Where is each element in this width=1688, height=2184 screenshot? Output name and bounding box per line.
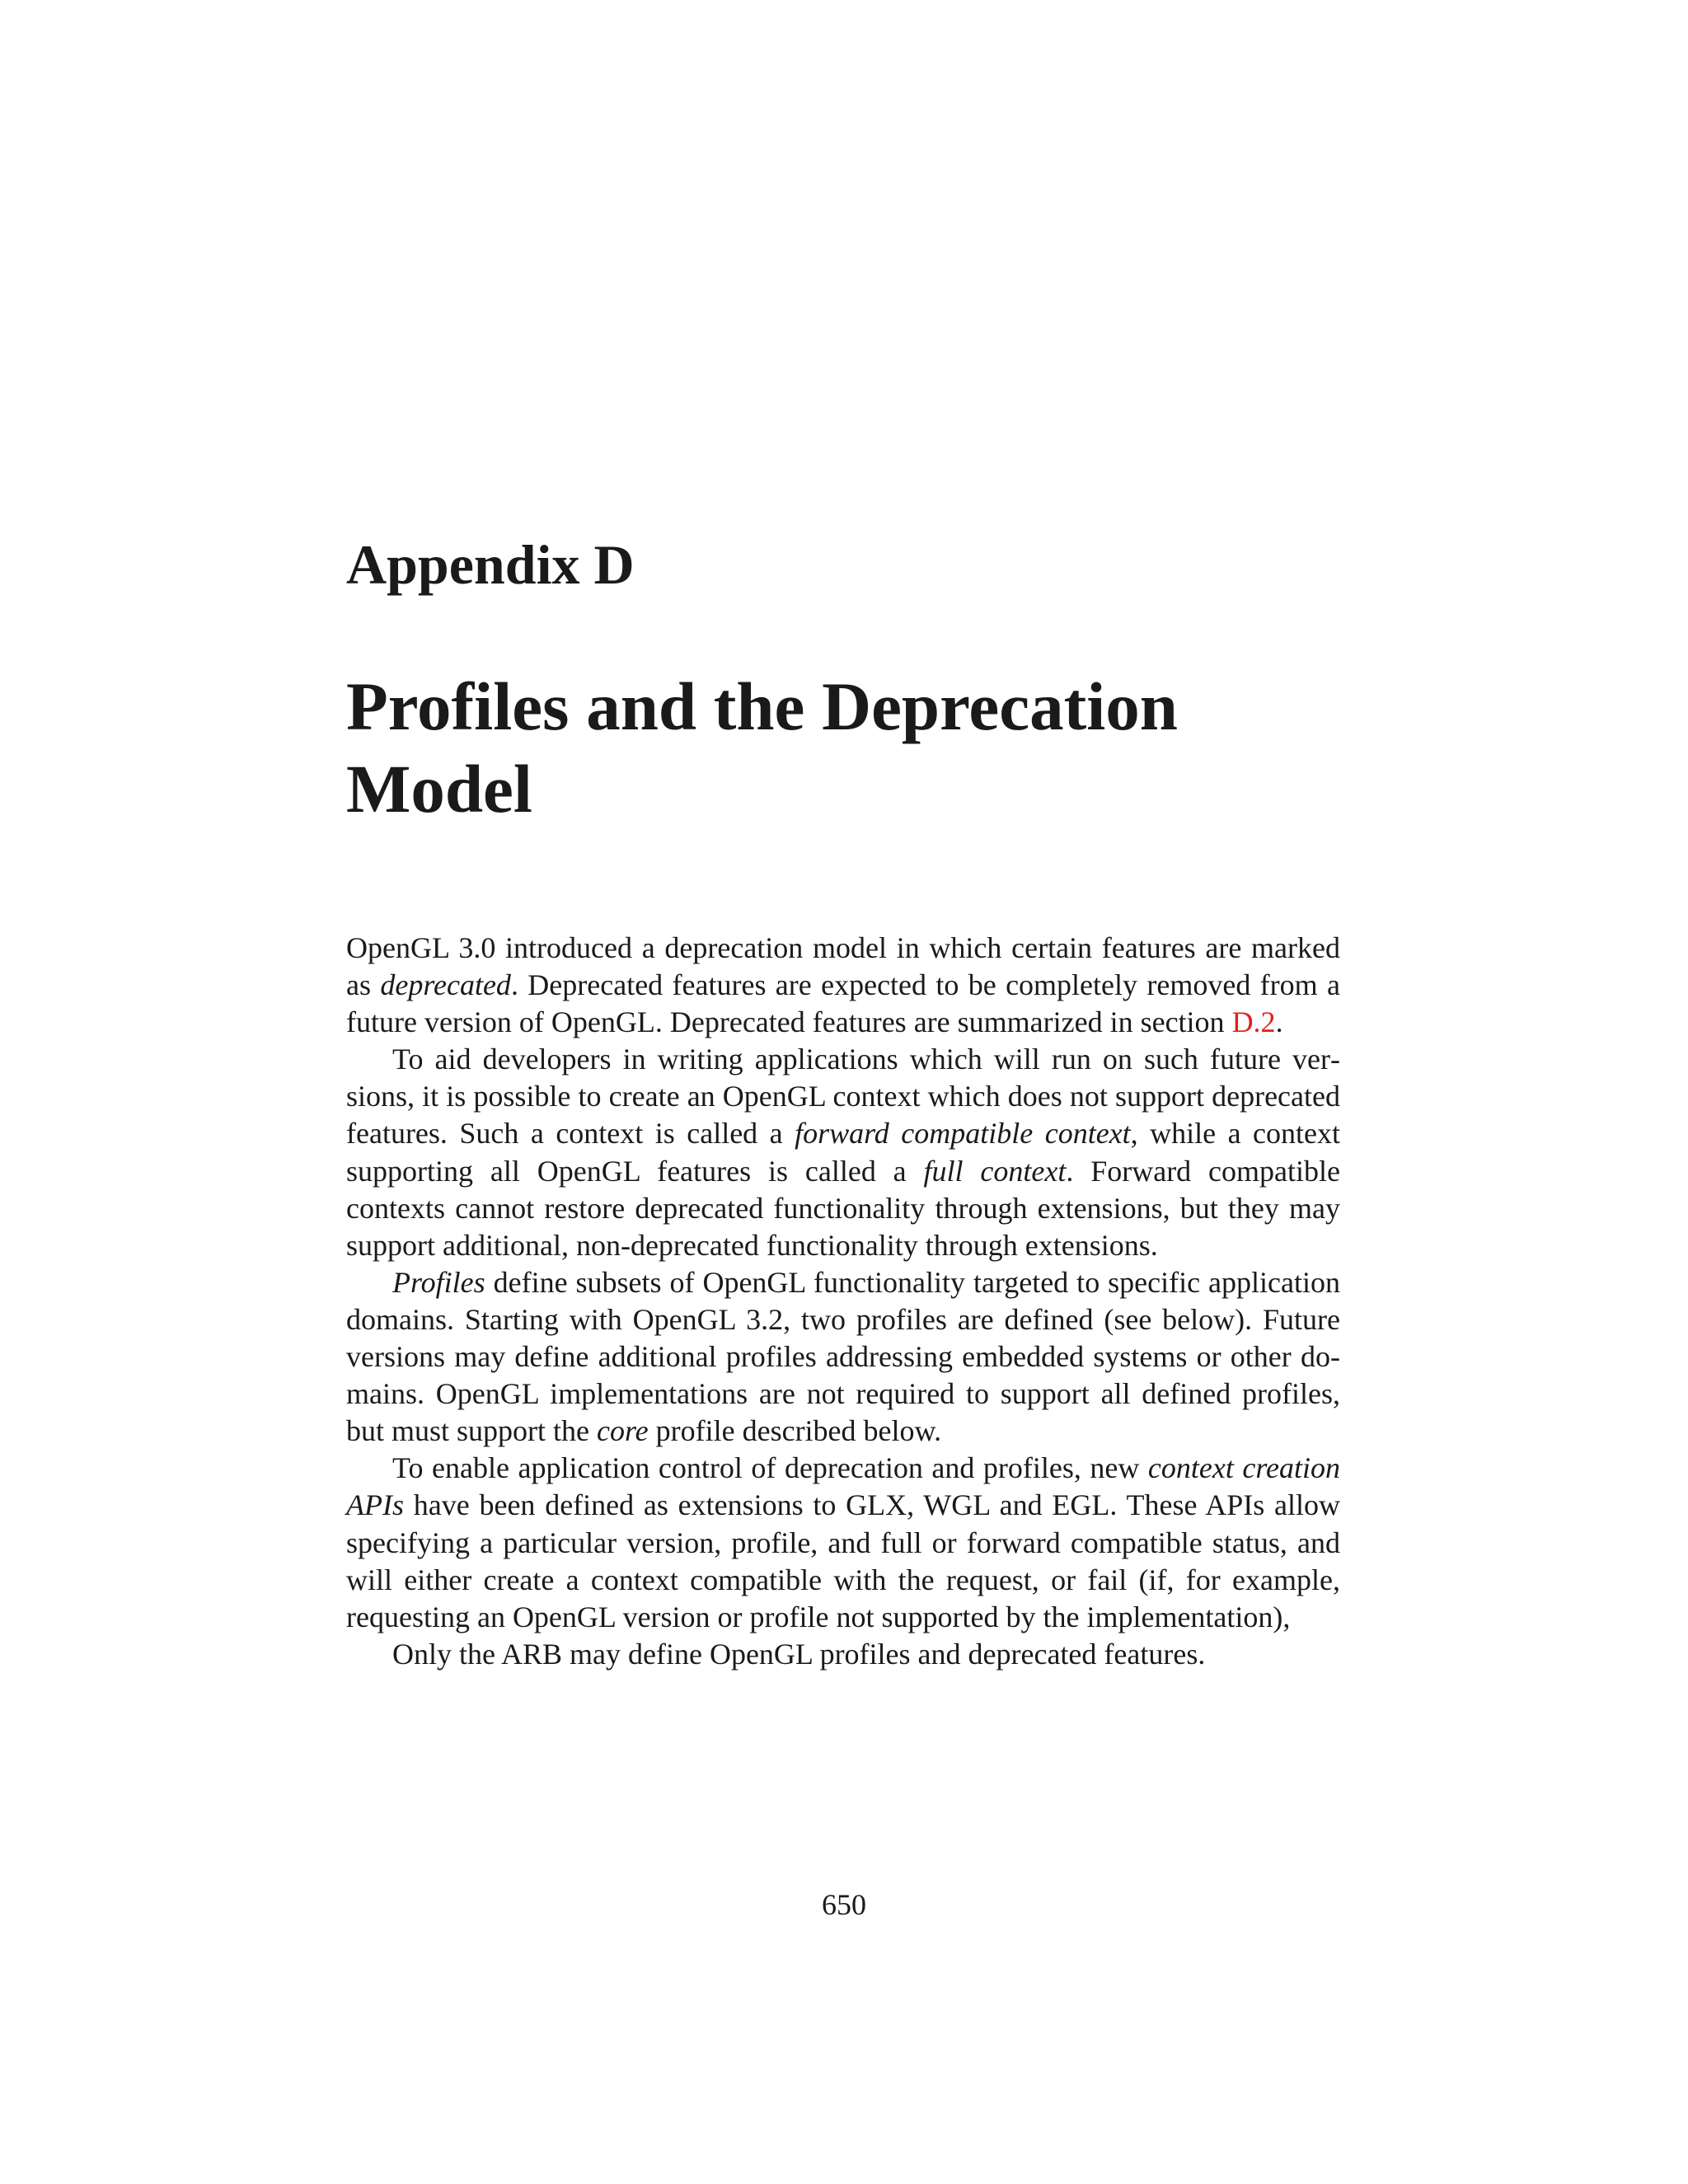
paragraph-2 bbox=[346, 1041, 1340, 1264]
paragraph-2-text-a: To aid developers in writing applications which will run on such future versions, it is possible to create an OpenGL context which does not support deprecated features. Such a context is called a bbox=[346, 1043, 1340, 1151]
paragraph-2-text-c: , while a context supporting all OpenGL features is called a bbox=[346, 1117, 1340, 1188]
paragraph-5 bbox=[346, 1636, 1340, 1673]
body-text bbox=[346, 930, 1340, 1673]
term-profiles: Profiles bbox=[392, 1265, 485, 1299]
term-deprecated: deprecated bbox=[380, 968, 511, 1002]
paragraph-3 bbox=[346, 1264, 1340, 1450]
paragraph-1-text-c: . Deprecated features are expected to be completely removed from a future version of OpenGL. Deprecated features are summarized in section bbox=[346, 968, 1340, 1039]
paragraph-4-text-a: To enable application control of deprecation and profiles, new bbox=[392, 1451, 1148, 1485]
chapter-title: Profiles and the Deprecation Model bbox=[346, 668, 1178, 827]
paragraph-3-text-d: profile described below. bbox=[648, 1414, 942, 1448]
paragraph-2-text-e: . Forward compatible contexts cannot restore deprecated functionality through extensions, but they may support additional, non-deprecated functionality through extensions. bbox=[346, 1154, 1340, 1262]
page-number: 650 bbox=[822, 1888, 866, 1921]
term-context-creation-apis: context creation APIs bbox=[346, 1451, 1340, 1522]
section-link-d2[interactable]: D.2 bbox=[1231, 1005, 1276, 1039]
paragraph-5-text-a: Only the ARB may define OpenGL profiles and deprecated features. bbox=[392, 1637, 1206, 1671]
paragraph-1-text-a: OpenGL 3.0 introduced a deprecation model in which certain features are marked as bbox=[346, 931, 1340, 1002]
paragraph-4-text-c: have been defined as extensions to GLX, WGL and EGL. These APIs allow specifying a particular version, profile, and full or forward compatible status, and will either create a context compatible with the request, or fail (if, for example, requesting an OpenGL version or profile not supported by the implementation), bbox=[346, 1488, 1340, 1633]
appendix-label: Appendix D bbox=[346, 533, 635, 596]
paragraph-1 bbox=[346, 930, 1340, 1041]
term-core: core bbox=[597, 1414, 649, 1448]
paragraph-1-text-d: . bbox=[1275, 1005, 1283, 1039]
paragraph-3-text-b: define subsets of OpenGL functionality targeted to specific application domains. Starting with OpenGL 3.2, two profiles are defined (see below). Future versions may define additional profiles addressing embedded systems or other domains. OpenGL implementations are not required to support all defined profiles, but must support the bbox=[346, 1265, 1340, 1448]
term-forward-compatible-context: forward compatible context bbox=[795, 1117, 1131, 1151]
term-full-context: full context bbox=[923, 1154, 1067, 1188]
paragraph-4 bbox=[346, 1450, 1340, 1635]
